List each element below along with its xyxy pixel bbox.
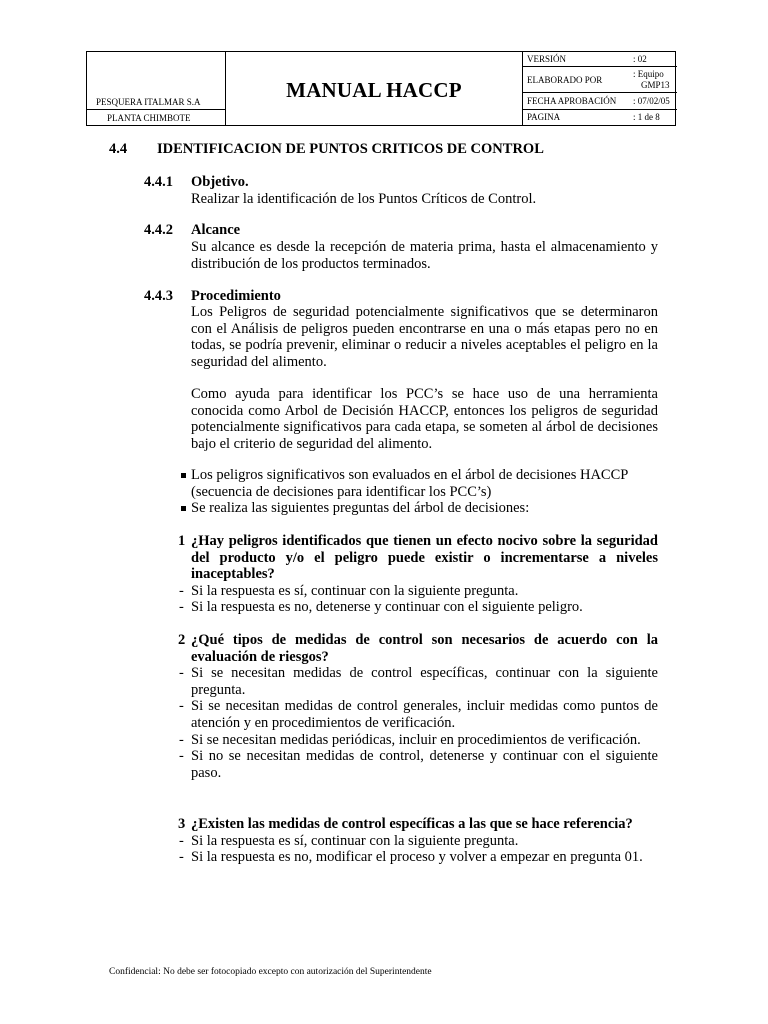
header-divider [522,92,677,93]
answer-item: - Si la respuesta es sí, continuar con la siguiente pregunta. [179,832,519,849]
header-divider [522,52,523,125]
confidentiality-footer: Confidencial: No debe ser fotocopiado excepto con autorización del Superintendente [109,967,432,977]
answer-item: - Si la respuesta es no, modificar el proceso y volver a empezar en pregunta 01. [179,849,643,866]
manual-title: MANUAL HACCP [286,78,462,102]
objective-text: Realizar la identificación de los Puntos Críticos de Control. [191,191,537,207]
procedure-paragraph-1: Los Peligros de seguridad potencialmente significativos que se determinaron con el Análisis de peligros pueden encontrarse en una o más etapas pero no en todas, se podría prevenir, eliminar o reducir a niveles aceptables el peligro en la seguridad del alimento. [191,304,658,370]
question-text [178,632,658,665]
header-divider [522,109,677,110]
answer-item: - Si se necesitan medidas periódicas, incluir en procedimientos de verificación. [179,731,641,748]
approval-date-label: FECHA APROBACIÓN [527,96,617,106]
document-header-table [86,51,676,126]
question-body: ¿Existen las medidas de control específicas a las que se hace referencia? [191,816,633,832]
subsection-heading: Objetivo. [191,174,249,190]
question-text [178,816,658,833]
question-text [178,533,658,583]
answer-item: - Si la respuesta es sí, continuar con la siguiente pregunta. [179,582,519,599]
subsection-number: 4.4.2 [144,222,173,238]
question-1 [178,533,658,616]
answer-text: Si no se necesitan medidas de control, detenerse y continuar con el siguiente paso. [191,748,658,781]
answer-item: - Si se necesitan medidas de control específicas, continuar con la siguiente pregunta. [179,665,658,698]
company-name: PESQUERA ITALMAR S.A [96,97,201,107]
question-2 [178,632,658,781]
procedure-bullets [180,467,660,517]
section-heading [109,141,544,158]
header-divider [87,109,225,110]
procedure-paragraph-2: Como ayuda para identificar los PCC’s se hace uso de una herramienta conocida como Arbol de Decisión HACCP, entonces los peligros de seguridad potencialmente significativos para cada etapa, se someten al árbol de decisiones bajo el criterio de seguridad del alimento. [191,386,658,452]
answer-text: Si la respuesta es no, modificar el proceso y volver a empezar en pregunta 01. [191,849,643,866]
subsection-heading: Alcance [191,222,241,238]
scope-text: Su alcance es desde la recepción de materia prima, hasta el almacenamiento y distribución de los productos terminados. [191,239,658,272]
question-number: 3 [178,816,186,832]
question-body: ¿Qué tipos de medidas de control son necesarios de acuerdo con la evaluación de riesgos? [191,632,658,665]
question-body: ¿Hay peligros identificados que tienen un efecto nocivo sobre la seguridad del producto y/o el peligro puede existir o incrementarse a niveles inaceptables? [191,533,658,583]
subsection-number: 4.4.1 [144,174,173,190]
answer-text: Si la respuesta es no, detenerse y continuar con el siguiente peligro. [191,599,583,616]
prepared-by-label: ELABORADO POR [527,75,603,85]
answer-text: Si la respuesta es sí, continuar con la siguiente pregunta. [191,832,519,849]
section-title: IDENTIFICACION DE PUNTOS CRITICOS DE CONTROL [157,141,544,157]
question-number: 2 [178,632,186,648]
subsection-number: 4.4.3 [144,288,173,304]
version-value: : 02 [633,54,647,64]
plant-name: PLANTA CHIMBOTE [107,113,191,123]
bullet-item: Los peligros significativos son evaluados en el árbol de decisiones HACCP (secuencia de decisiones para identificar los PCC’s) [180,467,660,500]
answer-item: - Si la respuesta es no, detenerse y continuar con el siguiente peligro. [179,599,583,616]
page-value: : 1 de 8 [633,112,660,122]
bullet-item: Se realiza las siguientes preguntas del árbol de decisiones: [180,500,660,517]
question-number: 1 [178,533,186,549]
subsection-heading: Procedimiento [191,288,281,304]
section-number: 4.4 [109,141,128,157]
question-3 [178,816,658,866]
answer-text: Si se necesitan medidas de control generales, incluir medidas como puntos de atención y en procedimientos de verificación. [191,698,658,731]
answer-text: Si la respuesta es sí, continuar con la siguiente pregunta. [191,582,519,599]
answer-item: - Si no se necesitan medidas de control, detenerse y continuar con el siguiente paso. [179,748,658,781]
version-label: VERSIÓN [527,54,567,64]
approval-date-value: : 07/02/05 [633,96,670,106]
header-divider [522,66,677,67]
answer-text: Si se necesitan medidas periódicas, incluir en procedimientos de verificación. [191,731,641,748]
answer-item: - Si se necesitan medidas de control generales, incluir medidas como puntos de atención y en procedimientos de verificación. [179,698,658,731]
answer-text: Si se necesitan medidas de control específicas, continuar con la siguiente pregunta. [191,665,658,698]
prepared-by-value: : Equipo [633,69,664,79]
page-label: PAGINA [527,112,561,122]
prepared-by-value-2: GMP13 [641,80,670,90]
